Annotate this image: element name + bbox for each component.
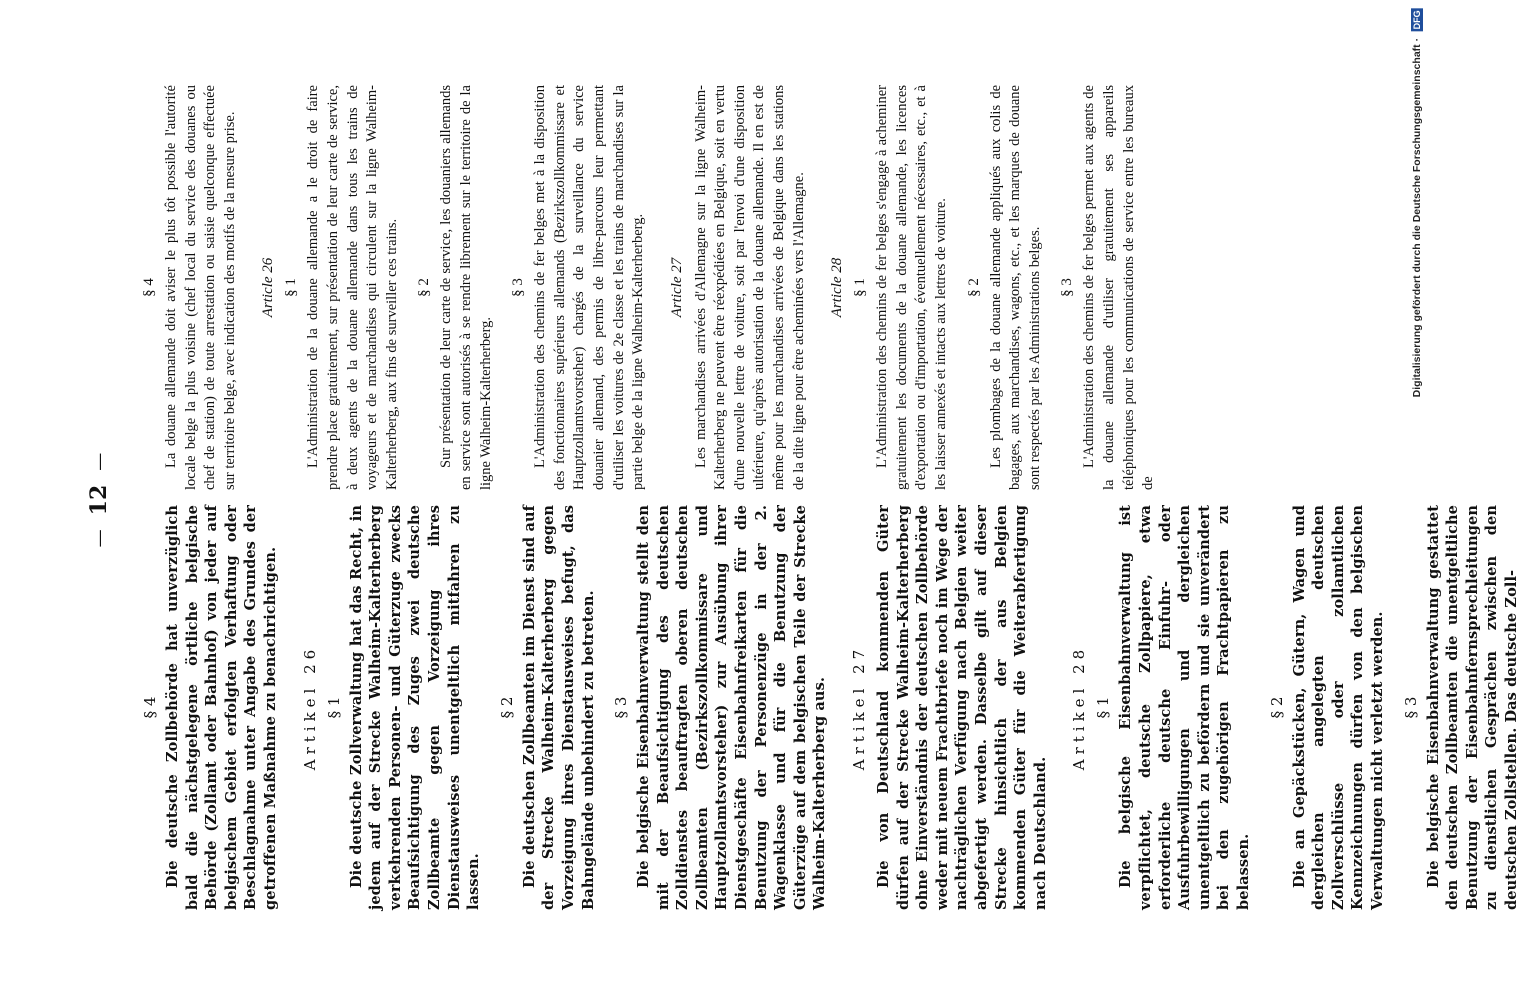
page-header [81, 60, 117, 940]
paragraph-text: Die an Gepäckstücken, Gütern, Wagen und dergleichen angelegten deutschen Zollverschlüsse oder zollamtlichen Kennzeichnungen dürfen von den belgischen Verwaltungen nicht verletzt werden. [1290, 505, 1386, 910]
section-sign: § 3 [1059, 278, 1076, 297]
paragraph-text: Sur présentation de leur carte de service, les douaniers allemands en service sont autorisés à se rendre librement sur le territoire de la ligne Walheim-Kalterherberg. [438, 85, 494, 490]
paragraph-text: Die belgische Eisenbahnverwaltung stellt den mit der Beaufsichtigung des deutschen Zolldienstes beauftragten oberen deutschen Zollbeamten (Bezirkszollkommissare und Hauptzollamtsvorsteher) zur Ausübung ihrer Dienstgeschäfte Eisenbahnfreikarten für die Benutzung der Personenzüge in der 2. Wagenklasse und für die Benutzung der Güterzüge auf dem belgischen Teile der Strecke Walheim-Kalterherberg aus. [635, 505, 829, 910]
section-sign: § 3 [1401, 696, 1420, 719]
paragraph-text: L'Administration des chemins de fer belges s'engage à acheminer gratuitement les documents de la douane allemande, les licences d'exportation ou d'importation, éventuellement nécessaires, etc., et à les laisser annexés et intacts aux lettres de voiture. [874, 85, 950, 490]
french-art26-p3 [510, 85, 649, 490]
paragraph-text: Die deutsche Zollbehörde hat unverzüglich bald die nächstgelegene örtliche belgische Behörde (Zollamt oder Bahnhof) von jeder auf belgischem Gebiet erfolgten Verhaftung oder Beschlagnahme unter Angabe des Grundes der getroffenen Maßnahme zu benachrichtigen. [164, 505, 279, 910]
german-art26-p3 [612, 505, 830, 910]
article-26-title: Artikel 26 [300, 644, 319, 771]
page-number: 12 [86, 484, 112, 516]
article-28-title: Article 28 [829, 257, 846, 318]
article-27-title: Article 27 [668, 257, 685, 318]
section-sign: § 4 [141, 278, 157, 297]
section-sign: § 4 [141, 696, 159, 719]
credit-text: Digitalisierung gefördert durch die Deutsche Forschungsgemeinschaft · DFG [1411, 10, 1423, 398]
french-art26-p2 [416, 85, 496, 490]
article-26-title: Article 26 [260, 257, 277, 318]
paragraph-text: L'Administration des chemins de fer belges permet aux agents de la douane allemande d'utiliser gratuitement ses appareils téléphoniques pour les communications de service entre les bureaux de [1081, 85, 1157, 490]
german-art27 [874, 505, 1050, 910]
german-art26-p1 [325, 505, 484, 910]
credit-label: Digitalisierung gefördert durch die Deutsche Forschungsgemeinschaft [1411, 44, 1423, 398]
section-sign: § 1 [1094, 696, 1113, 719]
article-28-title: Artikel 28 [1070, 644, 1089, 771]
french-art26-p1 [283, 85, 402, 490]
paragraph-text: Die deutschen Zollbeamten im Dienst sind auf der Strecke Walheim-Kalterherberg gegen Vorzeigung ihres Dienstausweises befugt, das Bahngelände unbehindert zu betreten. [520, 505, 597, 910]
french-art27 [692, 85, 810, 490]
french-paragraph-4 [141, 85, 240, 490]
german-paragraph-4 [141, 505, 281, 910]
section-sign: § 3 [510, 278, 527, 297]
section-sign: § 2 [1267, 696, 1286, 719]
french-art28-p2 [966, 85, 1046, 490]
paragraph-text: Les plombages de la douane allemande appliqués aux colis de bagages, aux marchandises, wagons, etc., et les marques de douane sont respectés par les Administrations belges. [987, 85, 1043, 490]
paragraph-text: Die belgische Eisenbahnverwaltung gestattet den deutschen Zollbeamten die unentgeltliche Benutzung der Eisenbahnfernsprechleitungen zu dienstlichen Gesprächen zwischen den deutschen Zollstellen. Das deutsche Zoll- [1424, 505, 1520, 910]
paragraph-text: L'Administration de la douane allemande a le droit de faire prendre place gratuitement, sur présentation de leur carte de service, à deux agents de la douane allemande dans tous les trains de voyageurs et de marchandises qui circulent sur la ligne Walheim-Kalterherberg, aux fins de surveiller ces trains. [305, 85, 400, 490]
french-column [135, 85, 1357, 490]
page-dash-right: — [88, 452, 110, 471]
french-art28-p1 [852, 85, 951, 490]
paragraph-text: L'Administration des chemins de fer belges met à la disposition des fonctionnaires supérieurs allemands (Bezirkszollkommissare et Hauptzollamtsvorsteher) chargés de la surveillance du service douanier allemand, des permis de libre-parcours leur permettant d'utiliser les voitures de 2e classe et les trains de marchandises sur la partie belge de la ligne Walheim-Kalterherberg. [532, 85, 647, 490]
section-sign: § 2 [416, 278, 433, 297]
page-dash-left: — [88, 529, 110, 548]
section-sign: § 3 [612, 696, 631, 719]
paragraph-text: Les marchandises arrivées d'Allemagne sur la ligne Walheim-Kalterherberg ne peuvent être réexpédiées en Belgique, soit en vertu d'une nouvelle lettre de voiture, soit par l'envoi d'une disposition ultérieure, qu'après autorisation de la douane allemande. Il en est de même pour les marchandises arrivées de Belgique dans les stations de la dite ligne pour être acheminées vers l'Allemagne. [692, 85, 807, 490]
section-sign: § 2 [497, 696, 516, 719]
digitization-credit [1401, 8, 1430, 992]
paragraph-text: Die von Deutschland kommenden Güter dürfen auf der Strecke Walheim-Kalterherberg ohne Einverständnis der deutschen Zollbehörde weder mit neuem Frachtbriefe noch im Wege der nachträglichen Verfügung nach Belgien weiter abgefertigt werden. Dasselbe gilt auf dieser Strecke hinsichtlich der aus Belgien kommenden Güter für die Weiterabfertigung nach Deutschland. [875, 505, 1049, 910]
german-art26-p2 [498, 505, 598, 910]
paragraph-text: Die deutsche Zollverwaltung hat das Recht, in jedem auf der Strecke Walheim-Kalterherberg verkehrenden Personen- und Güterzuge zwecks Beaufsichtigung des Zuges zwei deutsche Zollbeamte gegen Vorzeigung ihres Dienstausweises unentgeltlich mitfahren zu lassen. [347, 505, 483, 910]
paragraph-text: Die belgische Eisenbahnverwaltung ist verpflichtet, deutsche Zollpapiere, etwa erforderliche deutsche Einfuhr- oder Ausfuhrbewilligungen und dergleichen unentgeltlich zu befördern und sie unverändert bei den zugehörigen Frachtpapieren zu belassen. [1117, 505, 1252, 910]
section-sign: § 2 [965, 278, 982, 297]
section-sign: § 1 [324, 696, 343, 719]
paragraph-text: La douane allemande doit aviser le plus tôt possible l'autorité locale belge la plus voisine (chef local du service des douanes ou chef de station) de toute arrestation ou saisie quelconque effectuée sur territoire belge, avec indication des motifs de la mesure prise. [163, 85, 238, 490]
article-27-title: Artikel 27 [850, 644, 869, 771]
german-art28-p1 [1094, 505, 1253, 910]
section-sign: § 1 [852, 278, 869, 297]
french-art28-p3 [1059, 85, 1158, 490]
german-art28-p2 [1268, 505, 1388, 910]
dfg-logo: DFG [1412, 10, 1422, 29]
section-sign: § 1 [283, 278, 300, 297]
german-column [135, 505, 1520, 910]
